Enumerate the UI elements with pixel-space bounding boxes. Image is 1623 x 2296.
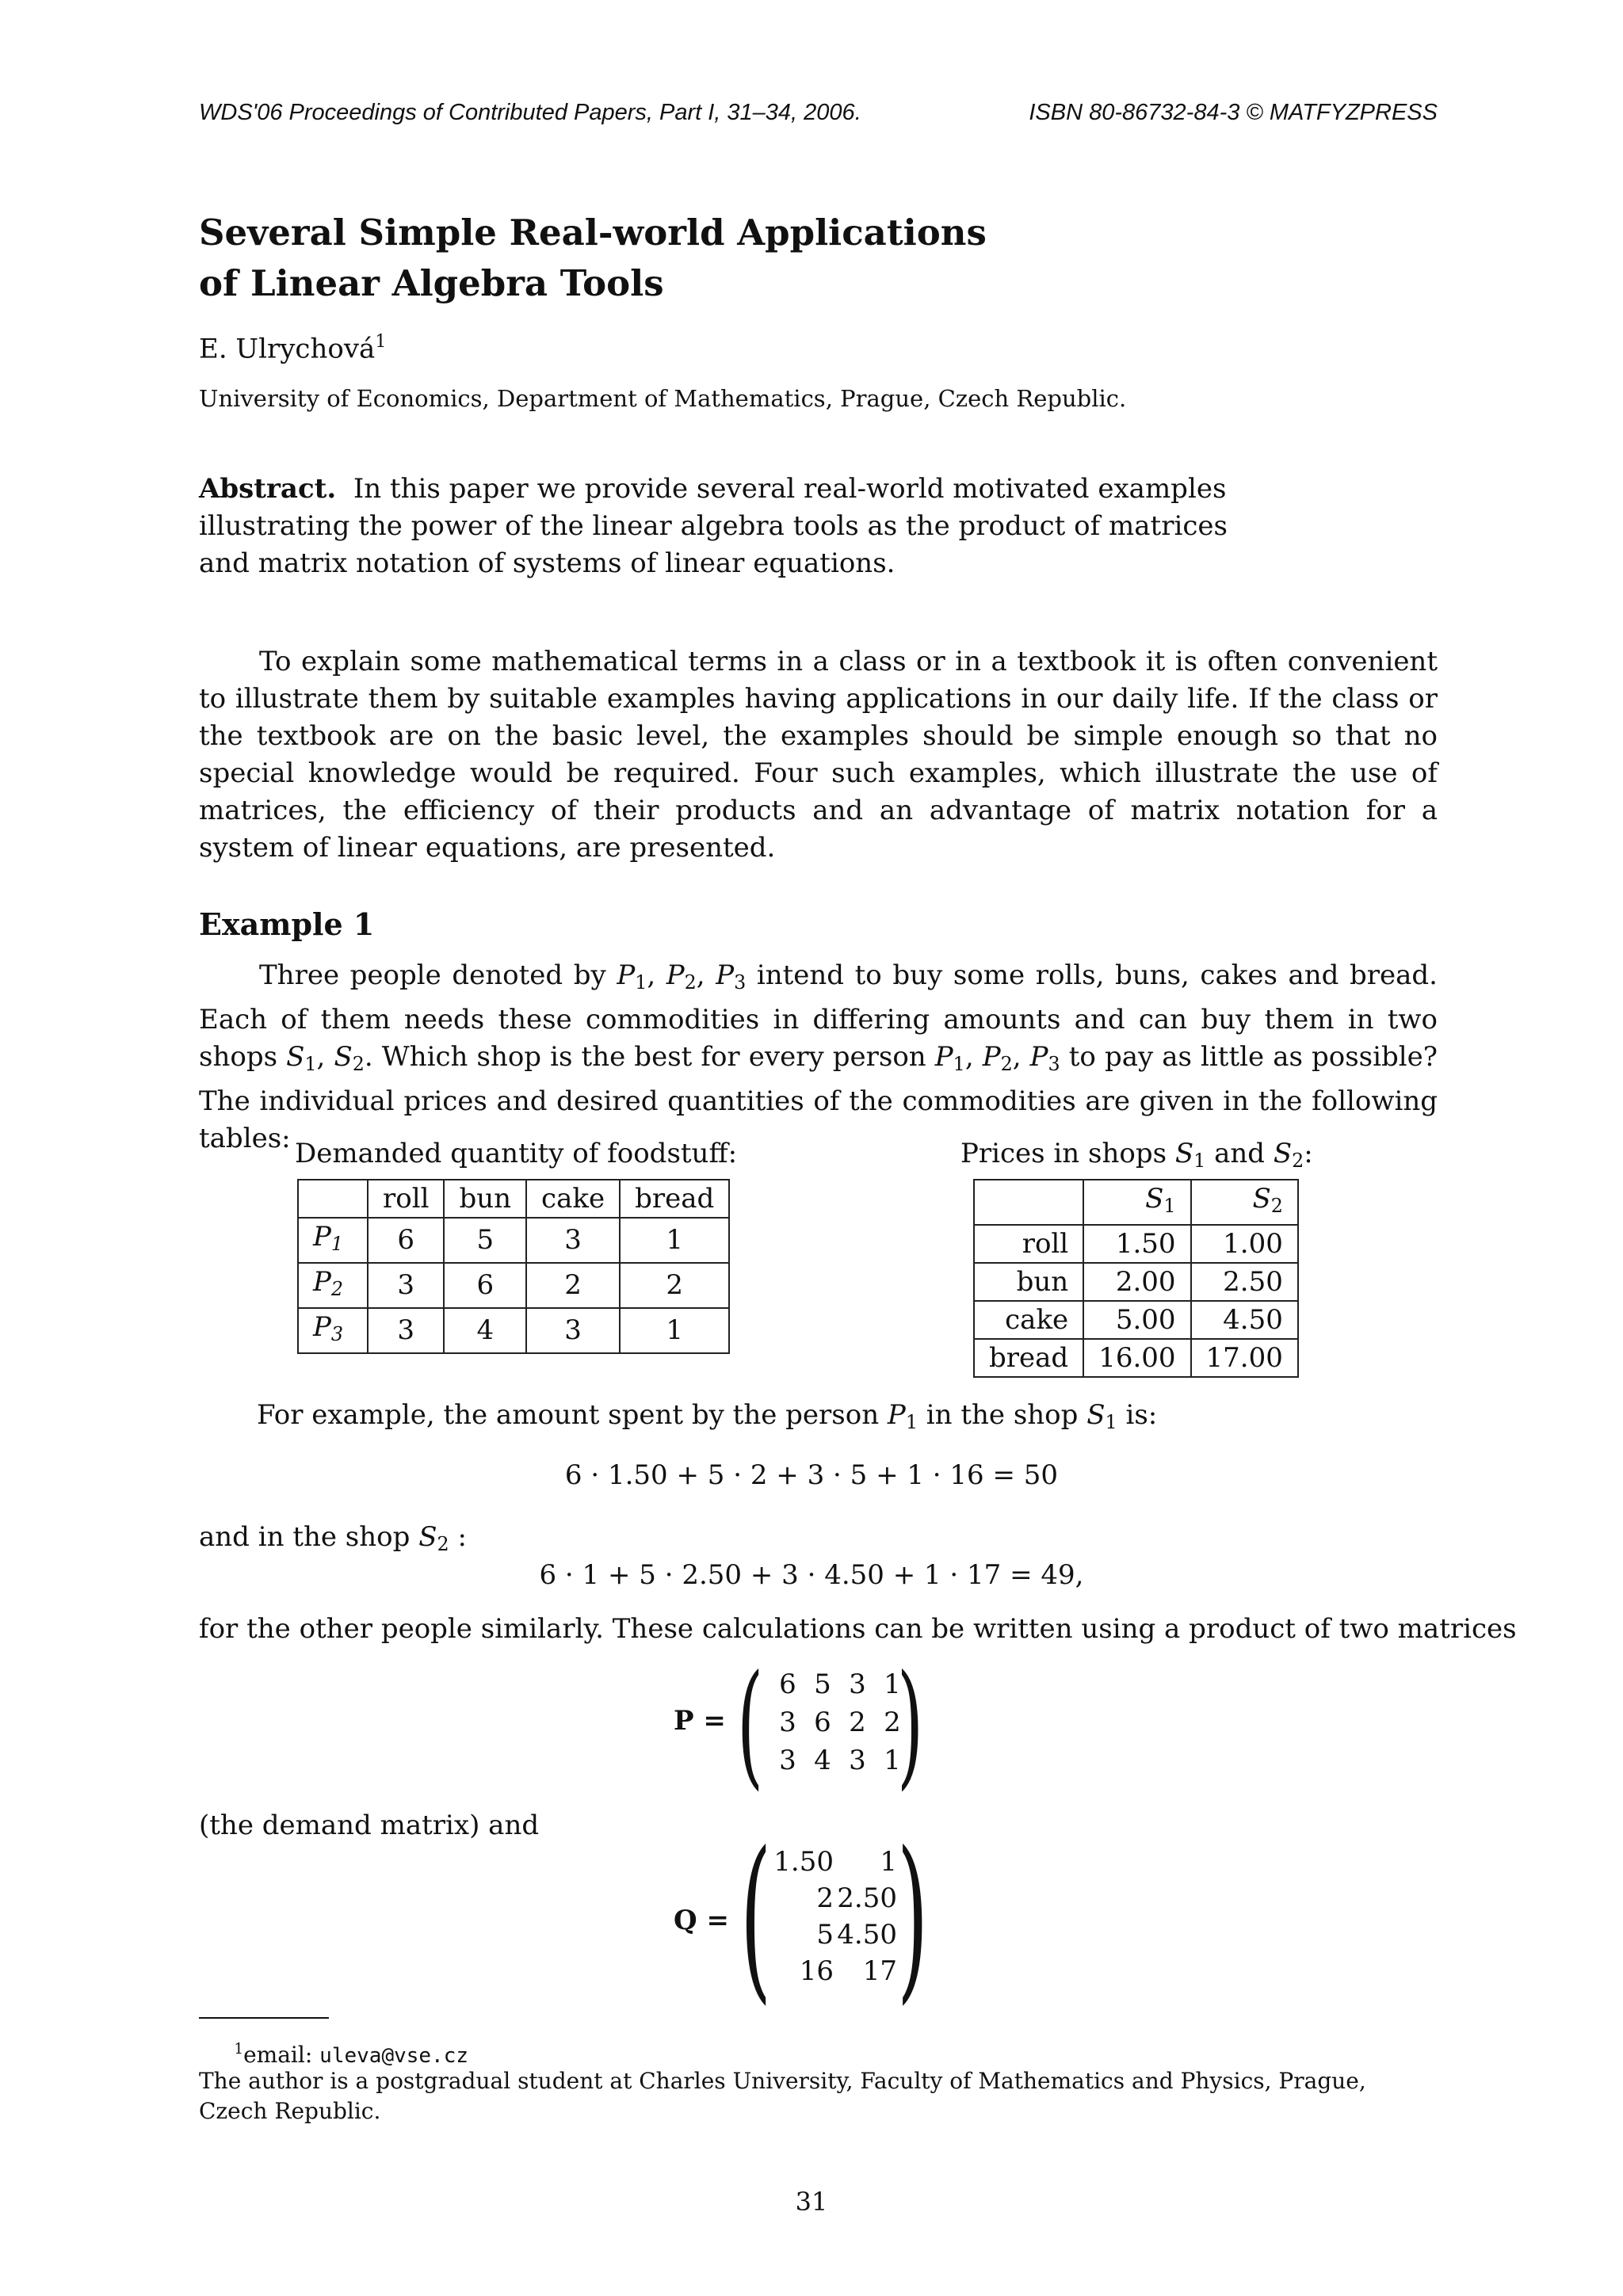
table-row <box>298 1218 729 1263</box>
table-cell: 2.00 <box>1083 1263 1190 1301</box>
author-footnote-mark: 1 <box>375 331 387 352</box>
title-line-1: Several Simple Real-world Applications <box>199 212 987 254</box>
table-header-cell: cake <box>526 1180 620 1218</box>
matrix-cell: 5 <box>816 1919 834 1951</box>
table-cell: 1 <box>620 1218 729 1263</box>
table-cell: 17.00 <box>1191 1339 1298 1377</box>
matrix-p <box>674 1646 959 1803</box>
table-header-cell: $S_1$ <box>1083 1180 1190 1225</box>
author-name: E. Ulrychová <box>199 333 376 365</box>
row-label: bread <box>974 1339 1083 1377</box>
running-header <box>199 100 1438 136</box>
footnote-email: $^1$email: uleva@vse.cz <box>234 2041 469 2068</box>
prices-table <box>973 1179 1299 1378</box>
intro-text: To explain some mathematical terms in a class or in a textbook it is often convenient to illustrate them by suitable examples having applications in our daily life. If the class or the textbook are on the basic level, the examples should be simple enough so that no special knowledge would be required. Four such examples, which illustrate the use of matrices, the efficiency of their products and an advantage of matrix notation for a system of linear equations, are presented. <box>199 646 1438 864</box>
table-cell: 3 <box>368 1263 444 1308</box>
table-cell: 5 <box>444 1218 526 1263</box>
table-row <box>298 1263 729 1308</box>
table-cell: 6 <box>444 1263 526 1308</box>
matrix-cell: 3 <box>849 1745 866 1776</box>
email-link[interactable]: uleva@vse.cz <box>319 2043 469 2068</box>
table-cell: 2 <box>526 1263 620 1308</box>
matrix-cell: 2 <box>816 1882 834 1914</box>
affiliation: University of Economics, Department of Mathematics, Prague, Czech Republic. <box>199 385 1127 412</box>
table-header-row <box>974 1180 1298 1225</box>
right-paren: ) <box>897 1646 924 1803</box>
matrix-cell: 4 <box>814 1745 831 1776</box>
table-cell <box>974 1180 1083 1225</box>
and-in-shop: and in the shop $S_2$ : <box>199 1521 467 1555</box>
matrix-cell: 5 <box>814 1669 831 1700</box>
page-number: 31 <box>795 2187 828 2217</box>
row-label: roll <box>974 1225 1083 1263</box>
example-text-d: to pay as little as possible? The individual prices and desired quantities of the commodities are given in the following tables: <box>199 1040 1438 1154</box>
table-header-cell: $S_2$ <box>1191 1180 1298 1225</box>
table-cell: 1.00 <box>1191 1225 1298 1263</box>
table-cell: 3 <box>368 1308 444 1353</box>
row-label: cake <box>974 1301 1083 1339</box>
table-header-cell: bread <box>620 1180 729 1218</box>
table-row <box>974 1339 1298 1377</box>
left-paren: ( <box>737 1646 764 1803</box>
author <box>199 331 386 364</box>
table-cell: 4.50 <box>1191 1301 1298 1339</box>
similarly-sentence: for the other people similarly. These calculations can be written using a product of two matrices <box>199 1613 1517 1645</box>
example-sentence: For example, the amount spent by the person $P_1$ in the shop $S_1$ is: <box>257 1399 1158 1433</box>
matrix-cell: 2 <box>884 1707 901 1738</box>
matrix-cell: 3 <box>849 1669 866 1700</box>
matrix-cell: 6 <box>779 1669 796 1700</box>
abstract <box>199 471 1277 582</box>
row-label: $P_2$ <box>298 1263 368 1308</box>
example-text-c: Which shop is the best for every person <box>381 1040 926 1073</box>
left-paren: ( <box>740 1814 772 2020</box>
abstract-text: In this paper we provide several real-world motivated examples illustrating the power of the linear algebra tools as the product of matrices and matrix notation of systems of linear equations. <box>199 473 1228 579</box>
example-paragraph: Three people denoted by $P_1$, $P_2$, $P_3$ intend to buy some rolls, buns, cakes and bread. Each of them needs these commodities in differing amounts and can buy them in two shops $S_1$, $S_2$. Which shop is the best for every person $P_1$, $P_2$, $P_3$ to pay as little as possible? The individual prices and desired quantities of the commodities are given in the following tables: <box>199 959 1438 1154</box>
table-row <box>298 1308 729 1353</box>
row-label: $P_1$ <box>298 1218 368 1263</box>
matrix-cell: 2.50 <box>837 1882 897 1914</box>
section-heading: Example 1 <box>199 906 375 942</box>
matrix-cell: 16 <box>799 1955 834 1987</box>
table-cell: 1.50 <box>1083 1225 1190 1263</box>
table-row <box>974 1225 1298 1263</box>
matrix-cell: 2 <box>849 1707 866 1738</box>
title-line-2: of Linear Algebra Tools <box>199 262 664 304</box>
footnote-text: The author is a postgradual student at Charles University, Faculty of Mathematics and Physics, Prague, Czech Republic. <box>199 2068 1366 2124</box>
matrix-cell: 1 <box>880 1846 897 1878</box>
matrix-cell: 4.50 <box>837 1919 897 1951</box>
table-row <box>974 1263 1298 1301</box>
matrix-p-label: P = <box>674 1705 726 1737</box>
table-header-cell: roll <box>368 1180 444 1218</box>
header-right: ISBN 80-86732-84-3 © MATFYZPRESS <box>1029 100 1438 125</box>
table-header-cell: bun <box>444 1180 526 1218</box>
matrix-cell: 1 <box>884 1669 901 1700</box>
table-cell: 2 <box>620 1263 729 1308</box>
matrix-q <box>674 1814 959 2020</box>
table-cell <box>298 1180 368 1218</box>
matrix-cell: 17 <box>862 1955 897 1987</box>
table-cell: 3 <box>526 1218 620 1263</box>
table-cell: 5.00 <box>1083 1301 1190 1339</box>
example-text-b: intend to buy some rolls, buns, cakes and bread. Each of them needs these commodities in differing amounts and can buy them in two shops <box>199 959 1438 1073</box>
paper-title <box>199 208 1229 309</box>
equation-2: 6 · 1 + 5 · 2.50 + 3 · 4.50 + 1 · 17 = 49, <box>539 1559 1084 1591</box>
table-cell: 1 <box>620 1308 729 1353</box>
table1-caption: Demanded quantity of foodstuff: <box>295 1138 738 1169</box>
intro-paragraph <box>199 643 1438 867</box>
example-text-a: Three people denoted by <box>259 959 606 991</box>
demand-table <box>297 1179 730 1354</box>
header-left: WDS'06 Proceedings of Contributed Papers, Part I, 31–34, 2006. <box>199 100 861 125</box>
row-label: $P_3$ <box>298 1308 368 1353</box>
table2-caption: Prices in shops $S_1$ and $S_2$: <box>960 1138 1313 1172</box>
row-label: bun <box>974 1263 1083 1301</box>
matrix-cell: 3 <box>779 1745 796 1776</box>
table-cell: 4 <box>444 1308 526 1353</box>
demand-matrix-text: (the demand matrix) and <box>199 1810 540 1841</box>
abstract-label: Abstract. <box>199 473 337 505</box>
right-paren: ) <box>897 1814 929 2020</box>
table-cell: 2.50 <box>1191 1263 1298 1301</box>
matrix-cell: 3 <box>779 1707 796 1738</box>
table-cell: 3 <box>526 1308 620 1353</box>
matrix-q-label: Q = <box>674 1905 729 1936</box>
table-row <box>974 1301 1298 1339</box>
footnote-rule <box>199 2017 329 2019</box>
matrix-cell: 6 <box>814 1707 831 1738</box>
table-header-row <box>298 1180 729 1218</box>
matrix-cell: 1.50 <box>773 1846 834 1878</box>
table-cell: 16.00 <box>1083 1339 1190 1377</box>
table-cell: 6 <box>368 1218 444 1263</box>
equation-1: 6 · 1.50 + 5 · 2 + 3 · 5 + 1 · 16 = 50 <box>564 1459 1059 1491</box>
matrix-cell: 1 <box>884 1745 901 1776</box>
